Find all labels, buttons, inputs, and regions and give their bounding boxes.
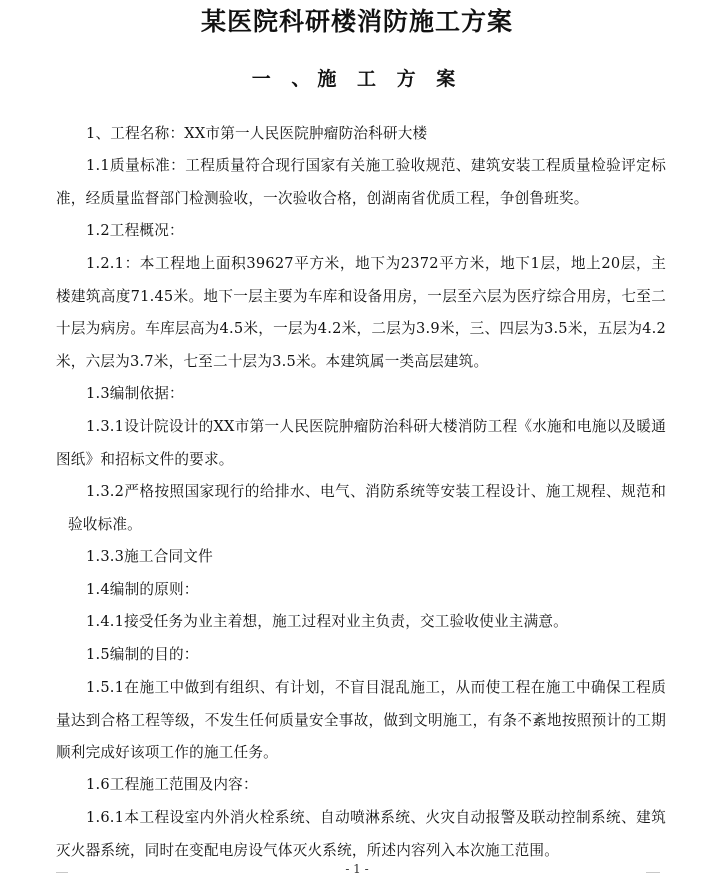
page-number: - 1 - <box>345 862 369 876</box>
document-title: 某医院科研楼消防施工方案 <box>200 7 513 36</box>
basis-paragraph-1: 1.3.1设计院设计的XX市第一人民医院肿瘤防治科研大楼消防工程《水施和电施以及暖通图纸》和招标文件的要求。 <box>56 418 666 468</box>
purpose-paragraph: 1.5.1在施工中做到有组织、有计划，不盲目混乱施工，从而使工程在施工中确保工程质量达到合格工程等级，不发生任何质量安全事故，做到文明施工，有条不紊地按照预计的工期顺利完成好该项工作的施工任务。 <box>56 679 666 762</box>
project-name-paragraph: 1、工程名称：XX市第一人民医院肿瘤防治科研大楼 <box>86 125 428 142</box>
overview-paragraph: 1.2.1：本工程地上面积39627平方米，地下为2372平方米，地下1层，地上20层，主楼建筑高度71.45米。地下一层主要为车库和设备用房，一层至六层为医疗综合用房，七至二十层为病房。车库层高为4.5米，一层为4.2米，二层为3.9米，三、四层为3.5米，五层为4.2米，六层为3.7米，七至二十层为3.5米。本建筑属一类高层建筑。 <box>56 255 666 370</box>
section-title: 一 、施 工 方 案 <box>251 68 463 90</box>
purpose-heading: 1.5编制的目的： <box>86 646 199 663</box>
scope-paragraph: 1.6.1本工程设室内外消火栓系统、自动喷淋系统、火灾自动报警及联动控制系统、建筑灭火器系统，同时在变配电房设气体灭火系统，所述内容列入本次施工范围。 <box>56 809 666 859</box>
basis-paragraph-2: 1.3.2严格按照国家现行的给排水、电气、消防系统等安装工程设计、施工规程、规范和验收标准。 <box>68 483 666 533</box>
principle-heading: 1.4编制的原则： <box>86 581 199 598</box>
overview-heading: 1.2工程概况： <box>86 222 184 239</box>
principle-paragraph: 1.4.1接受任务为业主着想，施工过程对业主负责，交工验收使业主满意。 <box>86 613 568 630</box>
basis-heading: 1.3编制依据： <box>86 385 184 402</box>
scope-heading: 1.6工程施工范围及内容： <box>86 776 258 793</box>
quality-standard-paragraph: 1.1质量标准：工程质量符合现行国家有关施工验收规范、建筑安装工程质量检验评定标准，经质量监督部门检测验收，一次验收合格，创湖南省优质工程，争创鲁班奖。 <box>56 157 666 207</box>
basis-paragraph-3: 1.3.3施工合同文件 <box>86 548 213 565</box>
